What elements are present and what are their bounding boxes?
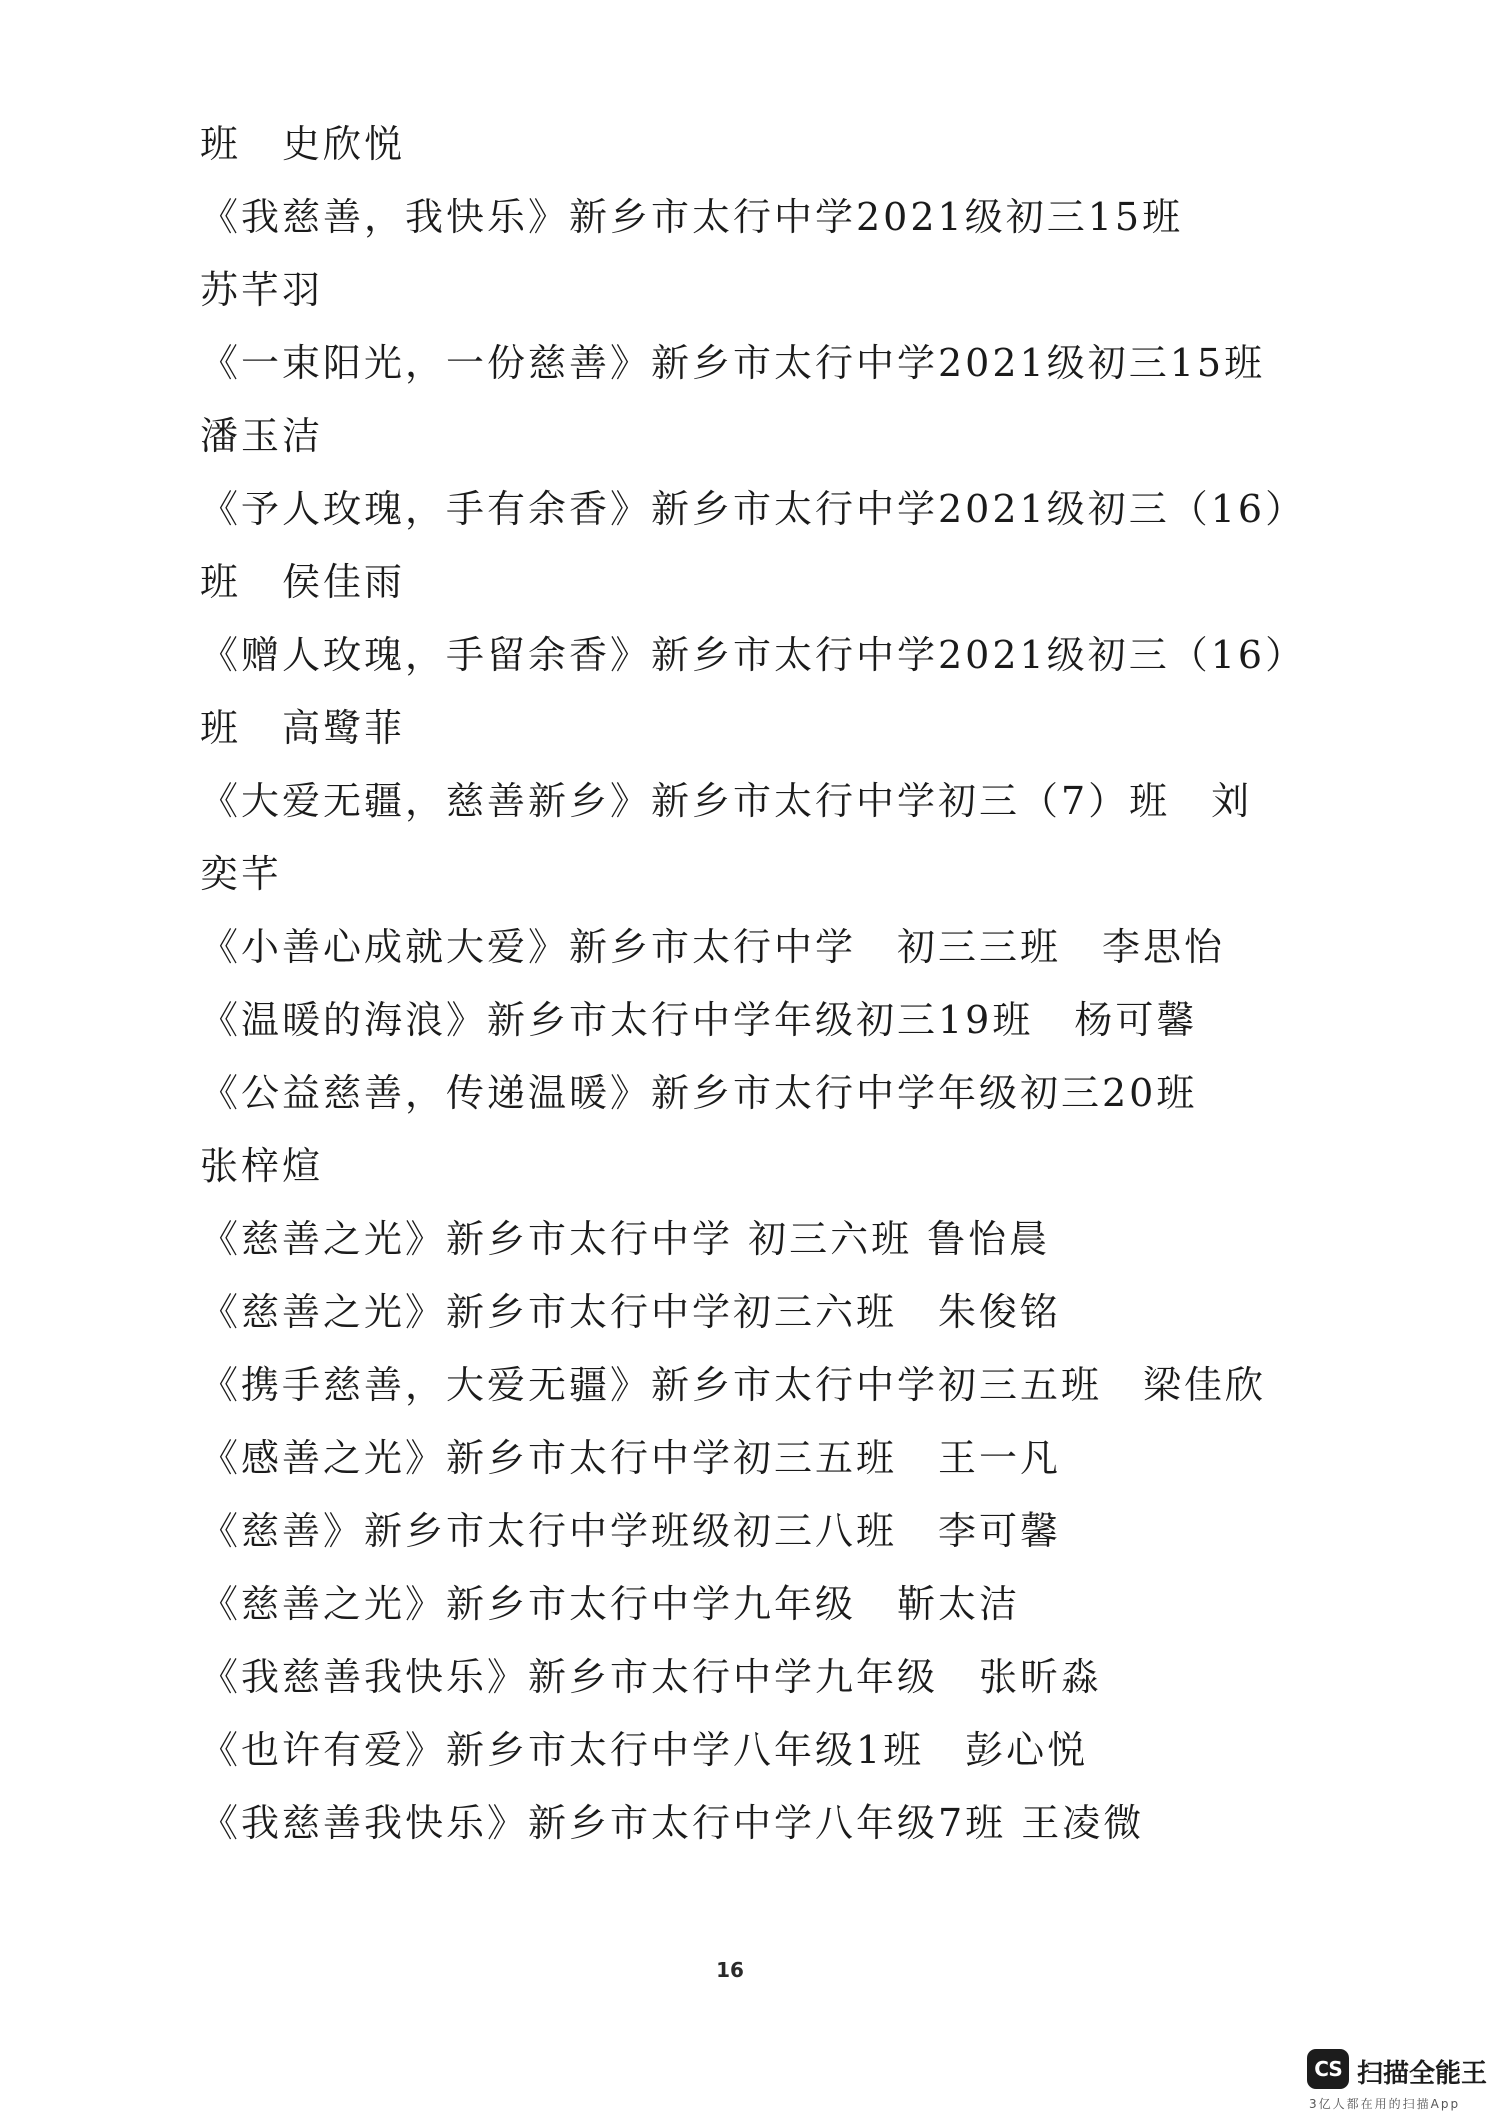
entry-line: 《感善之光》新乡市太行中学初三五班 王一凡 xyxy=(200,1436,1062,1480)
entry-line: 《温暖的海浪》新乡市太行中学年级初三19班 杨可馨 xyxy=(200,998,1198,1042)
entry-line: 《公益慈善，传递温暖》新乡市太行中学年级初三20班 xyxy=(200,1071,1198,1115)
entry-line: 班 高鹭菲 xyxy=(200,706,406,750)
entry-line: 《小善心成就大爱》新乡市太行中学 初三三班 李思怡 xyxy=(200,925,1226,969)
entry-line: 《携手慈善，大爱无疆》新乡市太行中学初三五班 梁佳欣 xyxy=(200,1363,1267,1407)
page-number: 16 xyxy=(716,1958,744,1982)
entry-line: 《予人玫瑰，手有余香》新乡市太行中学2021级初三（16） xyxy=(200,487,1307,531)
entry-line: 《我慈善我快乐》新乡市太行中学八年级7班 王凌微 xyxy=(200,1801,1145,1845)
entry-line: 《慈善》新乡市太行中学班级初三八班 李可馨 xyxy=(200,1509,1062,1553)
entry-line: 《慈善之光》新乡市太行中学 初三六班 鲁怡晨 xyxy=(200,1217,1051,1261)
watermark-brand: 扫描全能王 xyxy=(1357,2059,1488,2089)
entry-line: 班 史欣悦 xyxy=(200,122,406,166)
watermark-tagline: 3亿人都在用的扫描App xyxy=(1309,2097,1461,2111)
entry-line: 《赠人玫瑰，手留余香》新乡市太行中学2021级初三（16） xyxy=(200,633,1307,677)
entry-line: 班 侯佳雨 xyxy=(200,560,406,604)
scanner-watermark xyxy=(1305,2045,1490,2115)
entry-line: 张梓煊 xyxy=(200,1144,324,1188)
entry-line: 《我慈善我快乐》新乡市太行中学九年级 张昕淼 xyxy=(200,1655,1103,1699)
entry-line: 潘玉洁 xyxy=(200,414,324,458)
entry-line: 《也许有爱》新乡市太行中学八年级1班 彭心悦 xyxy=(200,1728,1089,1772)
camscanner-logo-icon: CS xyxy=(1307,2049,1349,2089)
entry-line: 《我慈善，我快乐》新乡市太行中学2021级初三15班 xyxy=(200,195,1184,239)
entry-line: 《一束阳光，一份慈善》新乡市太行中学2021级初三15班 xyxy=(200,341,1266,385)
entry-list xyxy=(200,108,1330,1860)
entry-line: 《大爱无疆，慈善新乡》新乡市太行中学初三（7）班 刘 xyxy=(200,779,1253,823)
entry-line: 《慈善之光》新乡市太行中学九年级 靳太洁 xyxy=(200,1582,1021,1626)
entry-line: 奕芊 xyxy=(200,852,283,896)
entry-line: 《慈善之光》新乡市太行中学初三六班 朱俊铭 xyxy=(200,1290,1062,1334)
entry-line: 苏芊羽 xyxy=(200,268,324,312)
